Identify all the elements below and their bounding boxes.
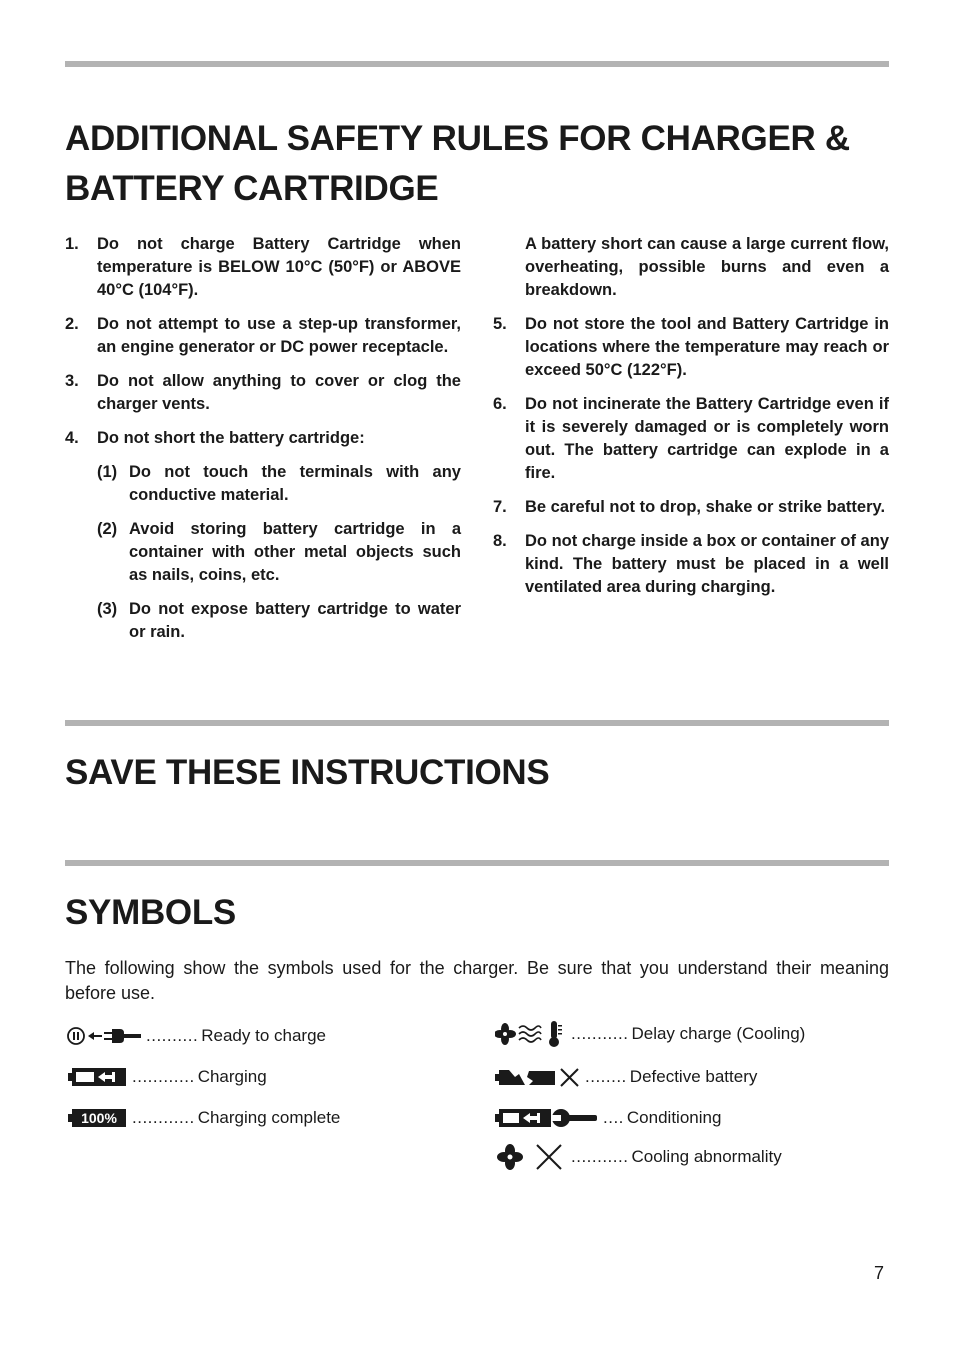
subrule-text: Do not touch the terminals with any conductive material. (129, 463, 461, 504)
symbol-defective-battery (495, 1065, 757, 1089)
middle-rule (65, 720, 889, 726)
symbol-label: Charging (197, 1067, 267, 1086)
rule-number: 6. (493, 395, 507, 413)
symbol-label: Ready to charge (201, 1026, 326, 1045)
rule-number: 8. (493, 532, 507, 550)
symbol-dots: .... (603, 1108, 624, 1127)
symbol-delay-charge (495, 1022, 805, 1046)
symbol-dots: ............ (132, 1067, 195, 1086)
rule-number: 5. (493, 315, 507, 333)
page-number: 7 (874, 1263, 885, 1283)
rule-item-4 (65, 427, 461, 450)
rule-subitem-4-3 (97, 598, 461, 644)
rule-number: 2. (65, 315, 79, 333)
top-rule (65, 61, 889, 67)
rule-subitem-4-2 (97, 518, 461, 587)
symbol-label: Delay charge (Cooling) (631, 1024, 806, 1043)
symbol-dots: ........... (571, 1147, 629, 1166)
rule-text: Do not charge inside a box or container of any kind. The battery must be placed in a well ventilated area during charging. (525, 532, 889, 596)
symbol-label: Defective battery (629, 1067, 758, 1086)
section-title-save: SAVE THESE INSTRUCTIONS (65, 753, 550, 792)
subrule-text: Avoid storing battery cartridge in a container with other metal objects such as nails, coins, etc. (129, 520, 461, 584)
symbol-label: Conditioning (626, 1108, 722, 1127)
rule-text: Do not short the battery cartridge: (97, 429, 365, 447)
symbol-charging-complete (68, 1106, 340, 1130)
rule-item-5 (493, 313, 889, 382)
broken-battery-icon (495, 1065, 581, 1089)
symbols-rule (65, 860, 889, 866)
fan-cross-icon (495, 1143, 567, 1171)
rule-text: Do not store the tool and Battery Cartridge in locations where the temperature may reach or exceed 50°C (122°F). (525, 315, 889, 379)
rule-item-7 (493, 496, 889, 519)
section-title-safety (65, 114, 850, 214)
battery-wrench-icon (495, 1106, 599, 1130)
rule-number: 3. (65, 372, 79, 390)
rule-number: 7. (493, 498, 507, 516)
subrule-number: (2) (97, 520, 118, 538)
symbols-intro: The following show the symbols used for the charger. Be sure that you understand their meaning before use. (65, 958, 889, 1003)
symbol-label: Charging complete (197, 1108, 341, 1127)
rule-text: Be careful not to drop, shake or strike battery. (525, 498, 886, 516)
symbol-dots: ............ (132, 1108, 195, 1127)
rule-number: 4. (65, 429, 79, 447)
symbol-conditioning (495, 1106, 721, 1130)
rule-continuation-text: A battery short can cause a large current flow, overheating, possible burns and even a breakdown. (525, 235, 889, 299)
rule-text: Do not incinerate the Battery Cartridge even if it is severely damaged or is completely worn out. The battery cartridge can explode in a fire. (525, 395, 889, 482)
symbol-cooling-abnormality (495, 1145, 782, 1169)
rule-item-2 (65, 313, 461, 359)
rules-left-column (65, 233, 461, 655)
subrule-number: (1) (97, 463, 118, 481)
rule-text: Do not charge Battery Cartridge when temperature is BELOW 10°C (50°F) or ABOVE 40°C (104°F). (97, 235, 461, 299)
rules-right-column (493, 233, 889, 610)
rule-text: Do not allow anything to cover or clog the charger vents. (97, 372, 461, 413)
rule-4-continuation (525, 233, 889, 302)
title-line-1: ADDITIONAL SAFETY RULES FOR CHARGER & (65, 119, 850, 158)
battery-charging-icon (68, 1066, 128, 1088)
subrule-text: Do not expose battery cartridge to water or rain. (129, 600, 461, 641)
battery-full-icon (68, 1107, 128, 1129)
battery-percent-badge: 100% (81, 1110, 117, 1126)
rule-item-8 (493, 530, 889, 599)
symbol-label: Cooling abnormality (631, 1147, 782, 1166)
rule-item-6 (493, 393, 889, 485)
symbol-dots: .......... (146, 1026, 199, 1045)
fan-heat-thermometer-icon (495, 1020, 567, 1048)
symbol-dots: ........ (585, 1067, 627, 1086)
subrule-number: (3) (97, 600, 118, 618)
rule-item-3 (65, 370, 461, 416)
title-line-2: BATTERY CARTRIDGE (65, 169, 439, 208)
rule-item-1 (65, 233, 461, 302)
symbol-dots: ........... (571, 1024, 629, 1043)
symbol-charging (68, 1065, 267, 1089)
rule-number: 1. (65, 235, 79, 253)
rule-subitem-4-1 (97, 461, 461, 507)
rule-text: Do not attempt to use a step-up transformer, an engine generator or DC power receptacle. (97, 315, 461, 356)
section-title-symbols: SYMBOLS (65, 893, 236, 932)
symbol-ready-to-charge (66, 1024, 326, 1048)
plug-icon (66, 1025, 142, 1047)
